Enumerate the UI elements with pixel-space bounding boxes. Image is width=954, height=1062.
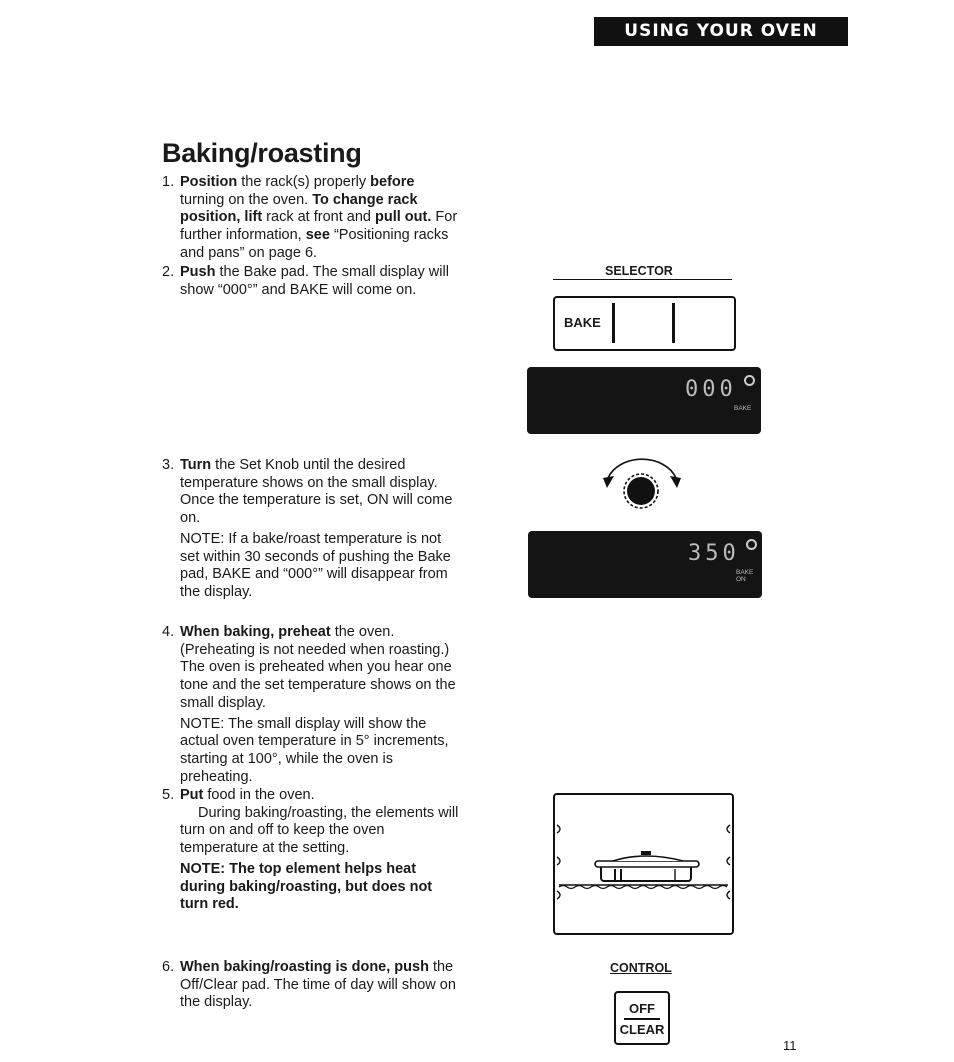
step-3: [162, 457, 462, 602]
off-clear-pad[interactable]: [614, 991, 670, 1045]
step-number: 6.: [162, 959, 175, 975]
step-number: 4.: [162, 624, 175, 640]
degree-symbol: [746, 539, 757, 550]
step-number: 3.: [162, 457, 175, 473]
step-2: [162, 264, 472, 299]
step-text: Position the rack(s) properly before turning on the oven. To change rack position, lift rack at front and pull out. For further information, see “Positioning racks and pans” on page 6.: [180, 174, 458, 261]
step-text: When baking/roasting is done, push the Off/Clear pad. The time of day will show on the display.: [180, 959, 456, 1011]
bake-indicator: BAKE: [736, 569, 754, 576]
step-paragraph: During baking/roasting, the elements will turn on and off to keep the oven temperature at the setting.: [180, 804, 459, 857]
off-label: OFF: [624, 1001, 660, 1020]
step-6: [162, 959, 462, 1012]
step-note: NOTE: The top element helps heat during baking/roasting, but does not turn red.: [180, 860, 433, 913]
step-note: NOTE: If a bake/roast temperature is not set within 30 seconds of pushing the Bake pad, BAKE and “000°” will disappear from the display.: [180, 530, 451, 600]
selector-panel: [553, 296, 736, 351]
clear-label: CLEAR: [619, 1022, 665, 1037]
display-preheat: [527, 367, 761, 434]
step-number: 2.: [162, 264, 175, 280]
step-text: Push the Bake pad. The small display will show “000°” and BAKE will come on.: [180, 264, 449, 298]
step-1: [162, 174, 462, 263]
display-digits: 000: [685, 377, 737, 402]
oven-illustration: [553, 793, 734, 935]
on-indicator: ON: [736, 576, 746, 583]
step-text: Put food in the oven.: [180, 787, 315, 803]
section-header: USING YOUR OVEN: [594, 17, 848, 46]
step-number: 1.: [162, 174, 175, 190]
step-number: 5.: [162, 787, 175, 803]
step-note: NOTE: The small display will show the actual oven temperature in 5° increments, starting at 100°, while the oven is preheating.: [180, 715, 449, 785]
step-text: When baking, preheat the oven. (Preheating is not needed when roasting.) The oven is preheated when you hear one tone and the set temperature shows on the small display.: [180, 624, 456, 711]
display-set-temp: [528, 531, 762, 598]
display-digits: 350: [688, 541, 740, 566]
selector-label: SELECTOR: [553, 264, 732, 280]
control-label: CONTROL: [610, 961, 672, 975]
pad-divider: [612, 303, 615, 343]
step-5: [162, 787, 462, 914]
step-text: Turn the Set Knob until the desired temperature shows on the small display. Once the temperature is set, ON will come on.: [180, 457, 453, 527]
set-knob-icon: [598, 450, 688, 516]
degree-symbol: [744, 375, 755, 386]
page-title: Baking/roasting: [162, 138, 362, 168]
bake-pad[interactable]: BAKE: [564, 315, 601, 330]
page-number: 11: [783, 1038, 797, 1053]
bake-indicator: BAKE: [734, 405, 752, 412]
pad-divider: [672, 303, 675, 343]
oven-rack-icon: [555, 795, 732, 933]
step-4: [162, 624, 468, 786]
